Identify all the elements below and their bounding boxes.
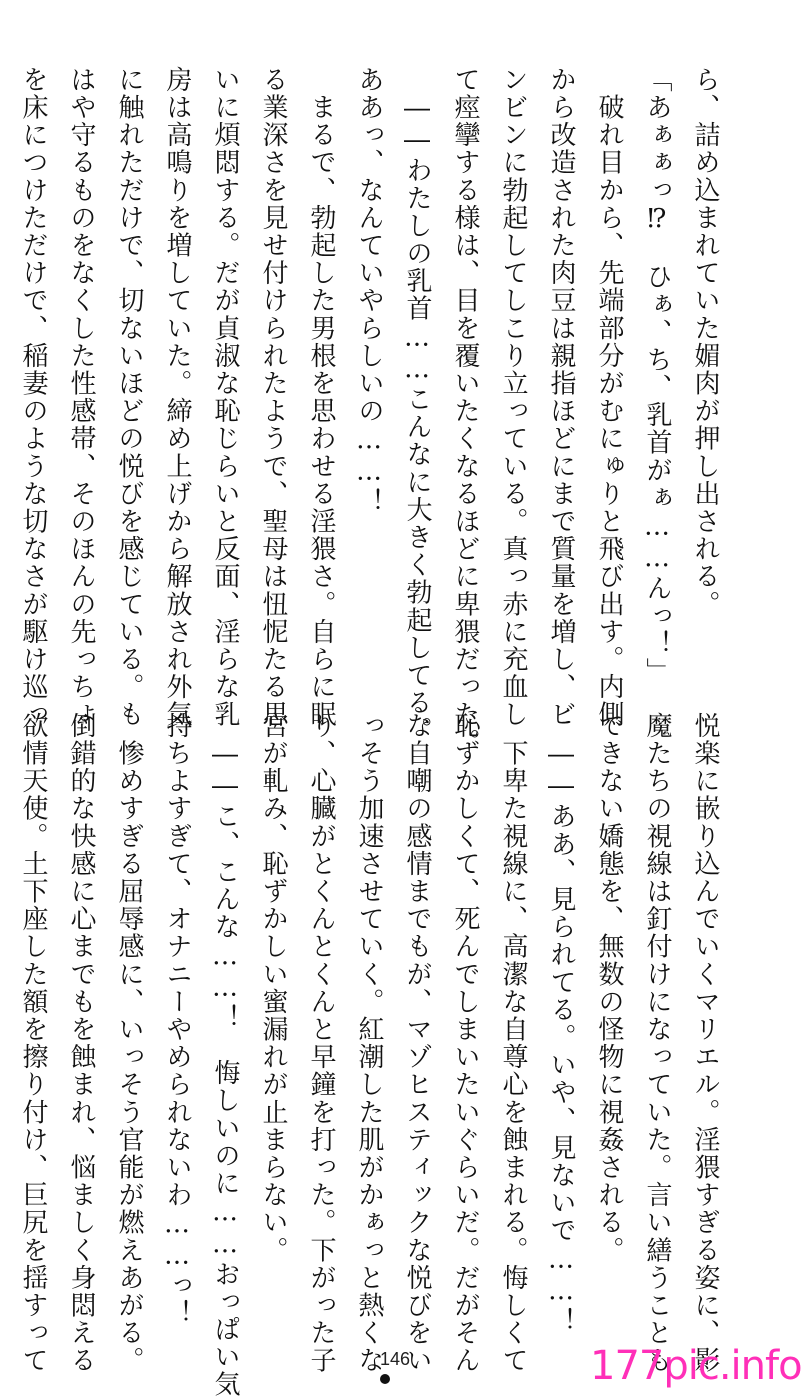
text-column: 悦楽に嵌り込んでいくマリエル。淫猥すぎる姿に、影 <box>690 712 720 1375</box>
text-column: に触れただけで、切ないほどの悦びを感じている。も <box>114 66 144 729</box>
text-column: 下卑た視線に、高潔な自尊心を蝕まれる。悔しくて <box>498 712 528 1375</box>
text-column: はや守るものをなくした性感帯、そのほんの先っちょ <box>66 66 96 729</box>
text-column: を床につけただけで、稲妻のような切なさが駆け巡っ <box>18 66 48 729</box>
text-column: 恥ずかしくて、死んでしまいたいぐらいだ。だがそん <box>450 712 480 1375</box>
text-column: まるで、勃起した男根を思わせる淫猥さ。自らに眠 <box>306 66 336 729</box>
text-column: できない嬌態を、無数の怪物に視姦される。 <box>594 712 624 1264</box>
text-column: 「あぁぁっ⁉︎ ひぁ、ち、乳首がぁ……んっ！」 <box>642 66 672 686</box>
text-column: ――こ、こんな……！ 悔しいのに……おっぱい気 <box>210 712 240 1399</box>
page-number: 146 <box>379 1349 411 1369</box>
text-column: 欲情天使。土下座した額を擦り付け、巨尻を揺すって <box>18 712 48 1375</box>
page-marker-dot <box>380 1374 390 1384</box>
text-column: いに煩悶する。だが貞淑な恥じらいと反面、淫らな乳 <box>210 66 240 729</box>
text-column: 宮が軋み、恥ずかしい蜜漏れが止まらない。 <box>258 712 288 1264</box>
upper-text-block <box>18 66 729 756</box>
text-column: ――ああ、見られてる。いや、見ないで……！ <box>546 712 576 1336</box>
text-column: な自嘲の感情までもが、マゾヒスティックな悦びをい <box>402 712 432 1375</box>
text-column: ンビンに勃起してしこり立っている。真っ赤に充血し <box>498 66 528 729</box>
text-column: っそう加速させていく。紅潮した肌がかぁっと熱くな <box>354 712 384 1375</box>
text-column: り、心臓がとくんとくんと早鐘を打った。下がった子 <box>306 712 336 1375</box>
text-column: る業深さを見せ付けられたようで、聖母は忸怩たる思 <box>258 66 288 729</box>
text-column: 惨めすぎる屈辱感に、いっそう官能が燃えあがる。 <box>114 712 144 1375</box>
text-column: 房は高鳴りを増していた。締め上げから解放され外気 <box>162 66 192 729</box>
text-column: 魔たちの視線は釘付けになっていた。言い繕うことも <box>642 712 672 1375</box>
text-column: 倒錯的な快感に心までもを蝕まれ、悩ましく身悶える <box>66 712 96 1375</box>
text-column: から改造された肉豆は親指ほどにまで質量を増し、ビ <box>546 66 576 729</box>
text-column: 持ちよすぎて、オナニーやめられないわ……っ！ <box>162 712 192 1328</box>
text-column: ああっ、なんていやらしいの……！ <box>354 66 384 516</box>
text-column <box>0 66 9 698</box>
watermark-text: 177pic.info <box>590 1343 802 1389</box>
text-column: 破れ目から、先端部分がむにゅりと飛び出す。内側 <box>594 66 624 729</box>
text-column: て痙攣する様は、目を覆いたくなるほどに卑猥だった。 <box>450 66 480 756</box>
text-column: ら、詰め込まれていた媚肉が押し出される。 <box>690 66 720 618</box>
text-column <box>0 712 9 1332</box>
text-column: ――わたしの乳首……こんなに大きく勃起してる。 <box>402 66 432 745</box>
